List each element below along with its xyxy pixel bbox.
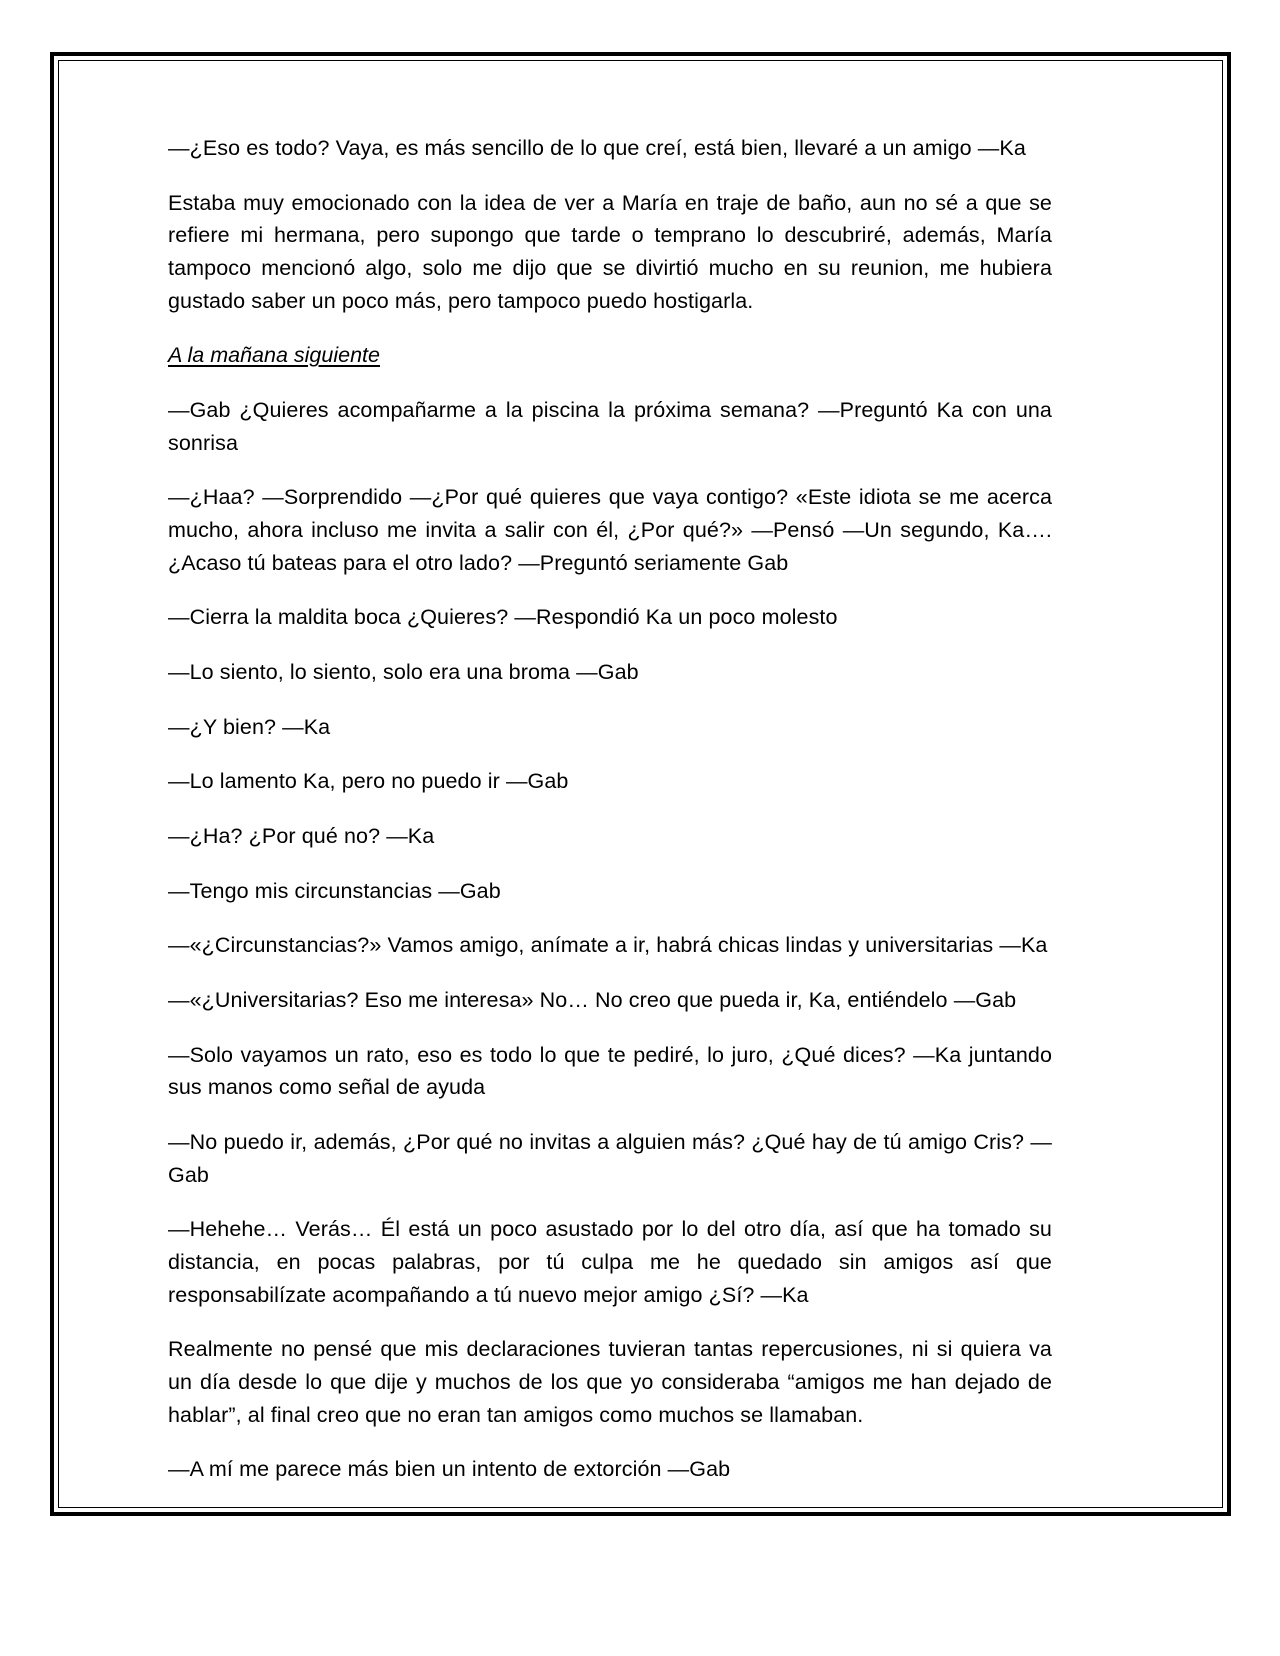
- paragraph-eso-es-todo: —¿Eso es todo? Vaya, es más sencillo de lo que creí, está bien, llevaré a un amigo —Ka: [168, 136, 1026, 160]
- paragraph-lo-siento-broma: —Lo siento, lo siento, solo era una broma —Gab: [168, 660, 639, 685]
- paragraph-intento-de-extorcion: —A mí me parece más bien un intento de extorción —Gab: [168, 1457, 731, 1482]
- paragraph-hehehe-veras: —Hehehe… Verás… Él está un poco asustado por lo del otro día, así que ha tomado su distancia, en pocas palabras, por tú culpa me he quedado sin amigos así que responsabilízate acompañando a tú nuevo mejor amigo ¿Sí? —Ka: [168, 1217, 1052, 1307]
- paragraph-tengo-mis-circunstancias: —Tengo mis circunstancias —Gab: [168, 878, 501, 903]
- paragraph-solo-vayamos-un-rato: —Solo vayamos un rato, eso es todo lo que te pediré, lo juro, ¿Qué dices? —Ka juntando sus manos como señal de ayuda: [168, 1042, 1052, 1100]
- paragraph-realmente-no-pense: Realmente no pensé que mis declaraciones tuvieran tantas repercusiones, ni si quiera va un día desde lo que dije y muchos de los que yo consideraba “amigos me han dejado de hablar”, al final creo que no eran tan amigos como muchos se llamaban.: [168, 1337, 1052, 1427]
- scene-heading-manana-siguiente: [168, 339, 1052, 372]
- paragraph-no-puedo-ir-invita-alguien-mas: —No puedo ir, además, ¿Por qué no invitas a alguien más? ¿Qué hay de tú amigo Cris? —Gab: [168, 1130, 1052, 1187]
- paragraph-haa-sorprendido: —¿Haa? —Sorprendido —¿Por qué quieres que vaya contigo? «Este idiota se me acerca mucho, ahora incluso me invita a salir con él, ¿Por qué?» —Pensó —Un segundo, Ka…. ¿Acaso tú bateas para el otro lado? —Preguntó seriamente Gab: [168, 485, 1052, 575]
- paragraph-gab-quieres-acompanarme: —Gab ¿Quieres acompañarme a la piscina la próxima semana? —Preguntó Ka con una sonrisa: [168, 398, 1052, 455]
- paragraph-circunstancias-vamos-amigo: —«¿Circunstancias?» Vamos amigo, anímate a ir, habrá chicas lindas y universitarias —Ka: [168, 933, 1048, 958]
- paragraph-universitarias-me-interesa: —«¿Universitarias? Eso me interesa» No… No creo que pueda ir, Ka, entiéndelo —Gab: [168, 988, 1017, 1013]
- paragraph-y-bien: —¿Y bien? —Ka: [168, 714, 331, 739]
- paragraph-lo-lamento-no-puedo-ir: —Lo lamento Ka, pero no puedo ir —Gab: [168, 769, 569, 794]
- paragraph-cierra-la-maldita-boca: —Cierra la maldita boca ¿Quieres? —Respondió Ka un poco molesto: [168, 605, 838, 630]
- scene-heading-label: A la mañana siguiente: [168, 343, 380, 368]
- document-text-body: [168, 132, 1052, 1486]
- paragraph-estaba-muy-emocionado: Estaba muy emocionado con la idea de ver a María en traje de baño, aun no sé a que se refiere mi hermana, pero supongo que tarde o temprano lo descubriré, además, María tampoco mencionó algo, solo me dijo que se divirtió mucho en su reunion, me hubiera gustado saber un poco más, pero tampoco puedo hostigarla.: [168, 190, 1052, 313]
- paragraph-ha-por-que-no: —¿Ha? ¿Por qué no? —Ka: [168, 824, 435, 849]
